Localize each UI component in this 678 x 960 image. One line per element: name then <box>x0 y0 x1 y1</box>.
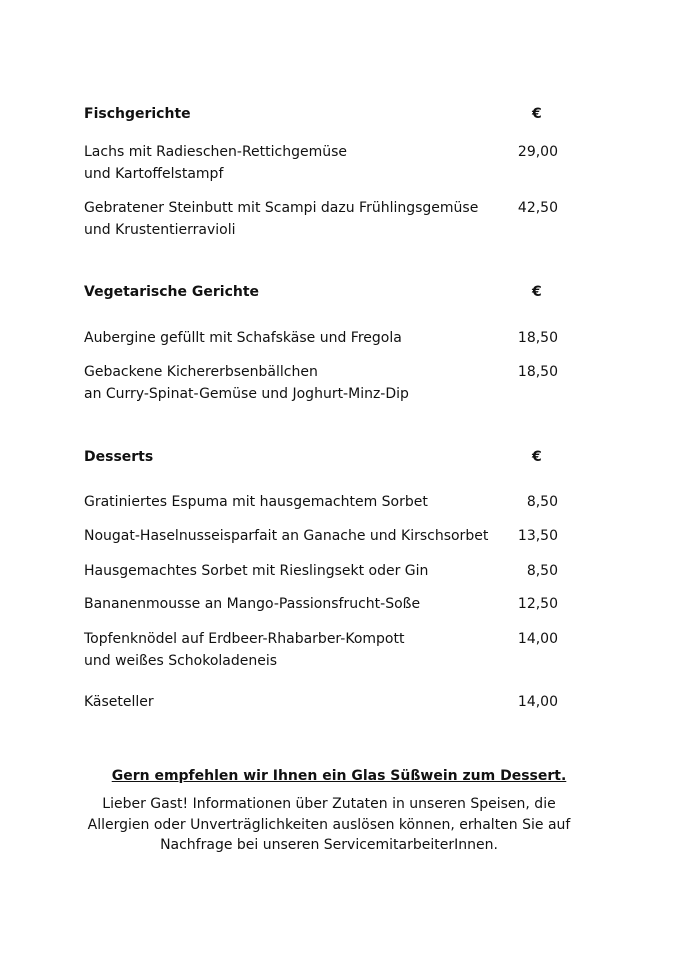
menu-item-price: 8,50 <box>526 494 558 510</box>
menu-item-name: Gebackene Kichererbsenbällchen an Curry-Spinat-Gemüse und Joghurt-Minz-Dip <box>84 364 409 402</box>
section-header <box>84 106 564 128</box>
currency-label: € <box>532 449 542 465</box>
menu-item-price: 18,50 <box>517 330 558 346</box>
menu-item-name: Gratiniertes Espuma mit hausgemachtem Sorbet <box>84 494 428 510</box>
section-title: Desserts <box>84 449 154 465</box>
menu-item-price: 14,00 <box>517 631 558 647</box>
menu-item-price: 8,50 <box>526 563 558 579</box>
section-header <box>84 284 564 306</box>
menu-item-price: 13,50 <box>517 528 558 544</box>
menu-item-name: Aubergine gefüllt mit Schafskäse und Fregola <box>84 330 402 346</box>
menu-item-name: Bananenmousse an Mango-Passionsfrucht-Soße <box>84 596 421 612</box>
menu-item-name: Gebratener Steinbutt mit Scampi dazu Frühlingsgemüse und Krustentierravioli <box>84 200 479 238</box>
section-fish <box>84 106 564 238</box>
section-header <box>84 449 564 471</box>
dessert-wine-recommendation: Gern empfehlen wir Ihnen ein Glas Süßwein zum Dessert. <box>111 768 567 784</box>
section-vegetarian <box>84 284 564 402</box>
menu-item-price: 29,00 <box>517 144 558 160</box>
menu-item-name: Hausgemachtes Sorbet mit Rieslingsekt oder Gin <box>84 563 429 579</box>
section-title: Fischgerichte <box>84 106 191 122</box>
currency-label: € <box>532 284 542 300</box>
menu-item-name: Topfenknödel auf Erdbeer-Rhabarber-Kompott und weißes Schokoladeneis <box>84 631 405 669</box>
section-desserts <box>84 449 564 710</box>
section-title: Vegetarische Gerichte <box>84 284 260 300</box>
menu-item-price: 18,50 <box>517 364 558 380</box>
allergy-notice: Lieber Gast! Informationen über Zutaten in unseren Speisen, die Allergien oder Unverträglichkeiten auslösen können, erhalten Sie auf Nachfrage bei unseren ServicemitarbeiterInnen. <box>87 796 571 853</box>
menu-item-price: 14,00 <box>517 694 558 710</box>
menu-item-name: Nougat-Haselnusseisparfait an Ganache und Kirschsorbet <box>84 528 489 544</box>
menu-item-price: 42,50 <box>517 200 558 216</box>
currency-label: € <box>532 106 542 122</box>
menu-item-price: 12,50 <box>517 596 558 612</box>
menu-item-name: Käseteller <box>84 694 154 710</box>
menu-item-name: Lachs mit Radieschen-Rettichgemüse und Kartoffelstampf <box>84 144 348 182</box>
